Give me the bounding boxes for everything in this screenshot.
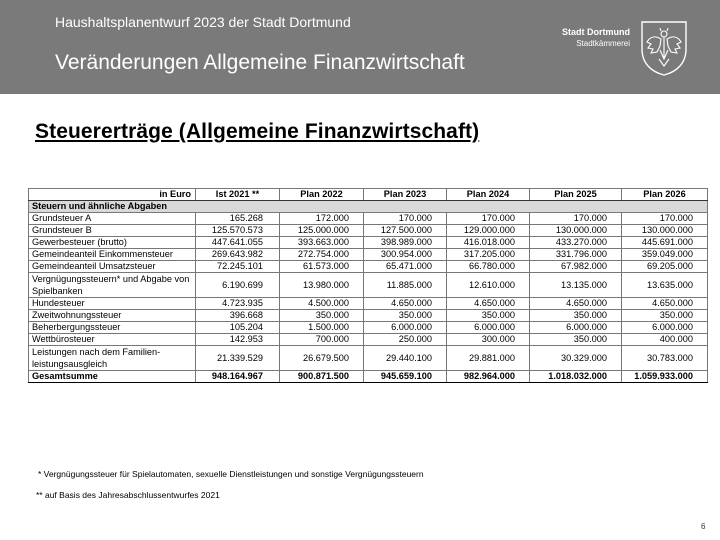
value-cell: 170.000 — [447, 213, 530, 225]
value-cell: 416.018.000 — [447, 237, 530, 249]
value-cell: 13.635.000 — [622, 273, 708, 298]
value-cell: 350.000 — [447, 310, 530, 322]
page-number: 6 — [701, 522, 706, 531]
value-cell: 69.205.000 — [622, 261, 708, 273]
value-cell: 170.000 — [364, 213, 447, 225]
table-row — [29, 322, 708, 334]
value-cell: 12.610.000 — [447, 273, 530, 298]
value-cell: 4.723.935 — [196, 298, 280, 310]
value-cell: 700.000 — [280, 334, 364, 346]
table-row — [29, 237, 708, 249]
value-cell: 65.471.000 — [364, 261, 447, 273]
footnote-2: ** auf Basis des Jahresabschlussentwurfes 2021 — [36, 490, 220, 500]
value-cell: 400.000 — [622, 334, 708, 346]
row-label: Beherbergungssteuer — [29, 322, 196, 334]
section-label: Steuern und ähnliche Abgaben — [29, 201, 708, 213]
value-cell: 125.570.573 — [196, 225, 280, 237]
value-cell: 359.049.000 — [622, 249, 708, 261]
table-header-row — [29, 189, 708, 201]
value-cell: 948.164.967 — [196, 371, 280, 383]
value-cell: 6.000.000 — [530, 322, 622, 334]
table-row — [29, 225, 708, 237]
column-header: Plan 2026 — [622, 189, 708, 201]
value-cell: 4.500.000 — [280, 298, 364, 310]
value-cell: 272.754.000 — [280, 249, 364, 261]
value-cell: 396.668 — [196, 310, 280, 322]
row-label: Gemeindeanteil Einkommensteuer — [29, 249, 196, 261]
value-cell: 4.650.000 — [530, 298, 622, 310]
brand-text — [562, 27, 630, 49]
row-label: Grundsteuer A — [29, 213, 196, 225]
row-label: Leistungen nach dem Familien-leistungsausgleich — [29, 346, 196, 371]
section-row — [29, 201, 708, 213]
table-row — [29, 273, 708, 298]
table-row — [29, 346, 708, 371]
value-cell: 350.000 — [530, 334, 622, 346]
value-cell: 129.000.000 — [447, 225, 530, 237]
row-label: Hundesteuer — [29, 298, 196, 310]
value-cell: 67.982.000 — [530, 261, 622, 273]
value-cell: 21.339.529 — [196, 346, 280, 371]
value-cell: 30.783.000 — [622, 346, 708, 371]
column-header: Plan 2022 — [280, 189, 364, 201]
column-header: Plan 2023 — [364, 189, 447, 201]
value-cell: 1.500.000 — [280, 322, 364, 334]
footnote-1: * Vergnügungssteuer für Spielautomaten, sexuelle Dienstleistungen und sonstige Vergnügungssteuern — [38, 469, 424, 479]
value-cell: 900.871.500 — [280, 371, 364, 383]
row-label: Zweitwohnungssteuer — [29, 310, 196, 322]
value-cell: 29.440.100 — [364, 346, 447, 371]
tax-revenue-table — [28, 188, 708, 383]
value-cell: 11.885.000 — [364, 273, 447, 298]
value-cell: 398.989.000 — [364, 237, 447, 249]
value-cell: 4.650.000 — [622, 298, 708, 310]
value-cell: 105.204 — [196, 322, 280, 334]
value-cell: 331.796.000 — [530, 249, 622, 261]
value-cell: 300.954.000 — [364, 249, 447, 261]
value-cell: 170.000 — [622, 213, 708, 225]
value-cell: 6.000.000 — [364, 322, 447, 334]
value-cell: 125.000.000 — [280, 225, 364, 237]
row-label: Grundsteuer B — [29, 225, 196, 237]
value-cell: 269.643.982 — [196, 249, 280, 261]
row-label: Wettbürosteuer — [29, 334, 196, 346]
value-cell: 29.881.000 — [447, 346, 530, 371]
table-row — [29, 261, 708, 273]
value-cell: 13.980.000 — [280, 273, 364, 298]
column-header: Plan 2024 — [447, 189, 530, 201]
value-cell: 350.000 — [622, 310, 708, 322]
value-cell: 61.573.000 — [280, 261, 364, 273]
table-row — [29, 213, 708, 225]
value-cell: 127.500.000 — [364, 225, 447, 237]
value-cell: 142.953 — [196, 334, 280, 346]
value-cell: 130.000.000 — [622, 225, 708, 237]
value-cell: 6.000.000 — [447, 322, 530, 334]
value-cell: 447.641.055 — [196, 237, 280, 249]
table-row — [29, 310, 708, 322]
row-label: Gemeindeanteil Umsatzsteuer — [29, 261, 196, 273]
document-title: Haushaltsplanentwurf 2023 der Stadt Dortmund — [55, 14, 351, 30]
value-cell: 4.650.000 — [364, 298, 447, 310]
value-cell: 13.135.000 — [530, 273, 622, 298]
total-row — [29, 371, 708, 383]
row-label: Gewerbesteuer (brutto) — [29, 237, 196, 249]
value-cell: 72.245.101 — [196, 261, 280, 273]
value-cell: 1.018.032.000 — [530, 371, 622, 383]
slide-title: Veränderungen Allgemeine Finanzwirtschaft — [55, 51, 465, 74]
value-cell: 982.964.000 — [447, 371, 530, 383]
value-cell: 130.000.000 — [530, 225, 622, 237]
value-cell: 66.780.000 — [447, 261, 530, 273]
value-cell: 350.000 — [530, 310, 622, 322]
value-cell: 6.000.000 — [622, 322, 708, 334]
value-cell: 445.691.000 — [622, 237, 708, 249]
value-cell: 300.000 — [447, 334, 530, 346]
value-cell: 6.190.699 — [196, 273, 280, 298]
value-cell: 170.000 — [530, 213, 622, 225]
value-cell: 350.000 — [364, 310, 447, 322]
brand-department: Stadtkämmerei — [576, 39, 630, 48]
header-bar — [0, 0, 720, 94]
value-cell: 26.679.500 — [280, 346, 364, 371]
value-cell: 350.000 — [280, 310, 364, 322]
value-cell: 172.000 — [280, 213, 364, 225]
value-cell: 4.650.000 — [447, 298, 530, 310]
column-header: Ist 2021 ** — [196, 189, 280, 201]
table-row — [29, 334, 708, 346]
column-header: Plan 2025 — [530, 189, 622, 201]
unit-header: in Euro — [29, 189, 196, 201]
row-label: Gesamtsumme — [29, 371, 196, 383]
value-cell: 433.270.000 — [530, 237, 622, 249]
row-label: Vergnügungssteuern* und Abgabe von Spielbanken — [29, 273, 196, 298]
main-heading: Steuererträge (Allgemeine Finanzwirtschaft) — [35, 120, 480, 143]
value-cell: 393.663.000 — [280, 237, 364, 249]
value-cell: 30.329.000 — [530, 346, 622, 371]
value-cell: 165.268 — [196, 213, 280, 225]
eagle-crest-icon — [636, 19, 692, 77]
table-row — [29, 298, 708, 310]
value-cell: 317.205.000 — [447, 249, 530, 261]
brand-city: Stadt Dortmund — [562, 27, 630, 37]
table-row — [29, 249, 708, 261]
value-cell: 1.059.933.000 — [622, 371, 708, 383]
value-cell: 945.659.100 — [364, 371, 447, 383]
value-cell: 250.000 — [364, 334, 447, 346]
